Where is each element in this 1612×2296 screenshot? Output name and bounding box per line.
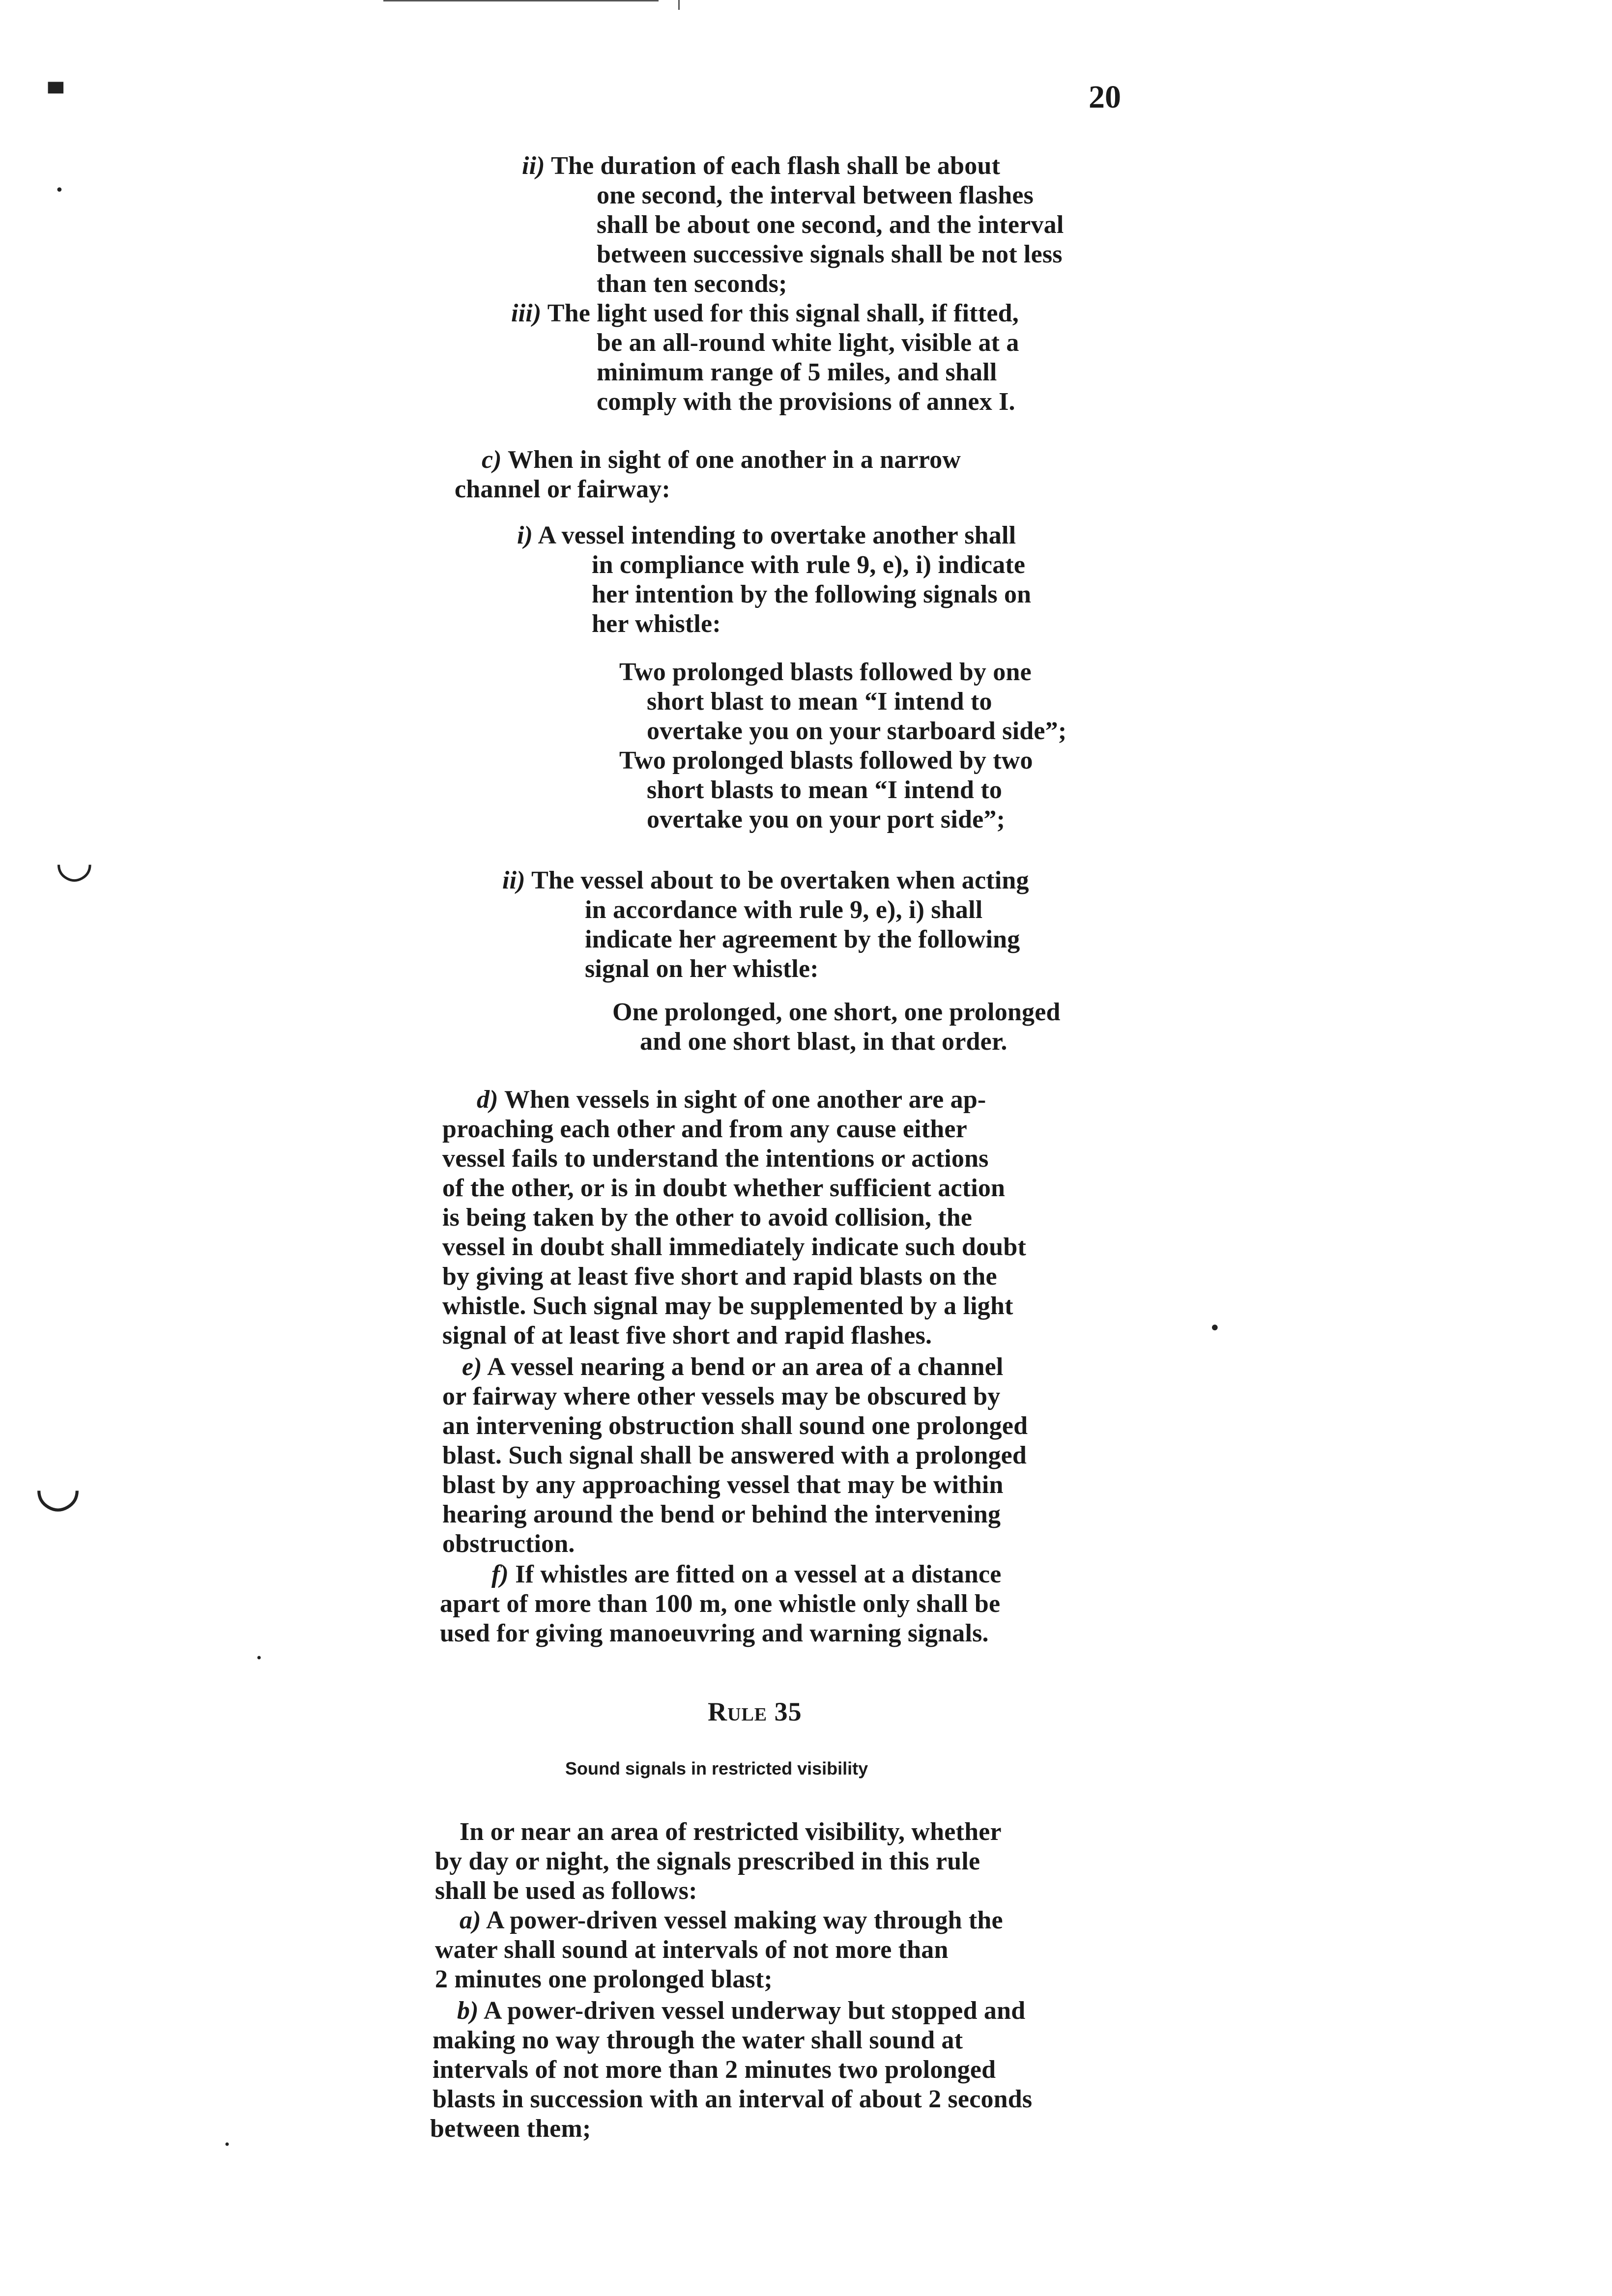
text-line: ii) The vessel about to be overtaken when acting [502,866,1029,894]
text-line: her intention by the following signals on [592,580,1032,608]
scan-dot: • [256,1651,263,1665]
text-line: in accordance with rule 9, e), i) shall [585,896,983,924]
text-line: c) When in sight of one another in a narrow [482,446,961,474]
text-line: of the other, or is in doubt whether sufficient action [442,1174,1006,1202]
text-line: One prolonged, one short, one prolonged [612,998,1061,1026]
text-line: apart of more than 100 m, one whistle only shall be [440,1590,1001,1618]
text-line: In or near an area of restricted visibility, whether [460,1818,1002,1846]
text-line: and one short blast, in that order. [640,1028,1008,1056]
text-line: by giving at least five short and rapid blasts on the [442,1263,997,1291]
scan-mark: • [55,182,64,199]
text-line: or fairway where other vessels may be obscured by [442,1382,1001,1410]
text-line: overtake you on your starboard side”; [647,717,1067,745]
item-label: e) [462,1353,482,1381]
scan-dot: • [1209,1317,1221,1340]
text-line: channel or fairway: [455,475,671,503]
text-line: between successive signals shall be not less [597,240,1063,268]
scan-edge-line [383,0,659,1]
text-line: i) A vessel intending to overtake another shall [517,521,1016,549]
item-label: a) [460,1906,481,1934]
text-line: overtake you on your port side”; [647,805,1006,833]
text-line: shall be about one second, and the interval [597,211,1064,239]
text-line: d) When vessels in sight of one another are ap- [477,1086,986,1114]
rule-heading: Rule 35 [708,1697,802,1726]
item-label: c) [482,446,502,474]
text-line: 2 minutes one prolonged blast; [435,1965,773,1993]
text-line: signal on her whistle: [585,955,819,983]
text-line: blasts in succession with an interval of about 2 seconds [432,2085,1033,2113]
scan-edge-line [678,0,680,10]
text-line: in compliance with rule 9, e), i) indicate [592,551,1026,579]
text-line: is being taken by the other to avoid collision, the [442,1204,973,1232]
item-label: f) [491,1560,509,1588]
rule-subtitle: Sound signals in restricted visibility [565,1758,868,1779]
punch-hole-mark: ◡ [34,1455,82,1518]
text-line: b) A power-driven vessel underway but stopped and [457,1997,1026,2025]
text-line: intervals of not more than 2 minutes two prolonged [432,2056,996,2084]
text-line: be an all-round white light, visible at a [597,329,1019,357]
text-line: comply with the provisions of annex I. [597,388,1015,416]
item-label: i) [517,521,533,549]
text-line: obstruction. [442,1530,575,1558]
text-line: between them; [430,2115,591,2143]
item-label: ii) [502,866,525,894]
text-line: indicate her agreement by the following [585,925,1020,953]
text-line: Two prolonged blasts followed by one [619,658,1032,686]
text-line: a) A power-driven vessel making way through the [460,1906,1003,1934]
text-line: making no way through the water shall sound at [432,2026,963,2054]
text-line: iii) The light used for this signal shall, if fitted, [511,299,1019,327]
text-line: blast. Such signal shall be answered with a prolonged [442,1441,1027,1469]
text-line: proaching each other and from any cause either [442,1115,967,1143]
text-line: an intervening obstruction shall sound one prolonged [442,1412,1028,1440]
text-line: water shall sound at intervals of not more than [435,1936,949,1964]
text-line: hearing around the bend or behind the intervening [442,1500,1001,1528]
text-line: short blast to mean “I intend to [647,688,992,716]
text-line: signal of at least five short and rapid flashes. [442,1321,932,1349]
text-line: one second, the interval between flashes [597,181,1034,209]
punch-hole-mark: ◡ [55,835,94,887]
text-line: Two prolonged blasts followed by two [619,746,1033,775]
scan-mark: ▀ [48,83,63,105]
page-number: 20 [1089,79,1121,115]
text-line: whistle. Such signal may be supplemented by a light [442,1292,1013,1320]
text-line: used for giving manoeuvring and warning signals. [440,1619,989,1647]
text-line: short blasts to mean “I intend to [647,776,1003,804]
text-line: blast by any approaching vessel that may be within [442,1471,1004,1499]
item-label: d) [477,1086,498,1114]
item-label: iii) [511,299,542,327]
text-line: shall be used as follows: [435,1877,697,1905]
text-line: f) If whistles are fitted on a vessel at a distance [491,1560,1002,1588]
text-line: by day or night, the signals prescribed in this rule [435,1847,980,1875]
text-line: vessel in doubt shall immediately indicate such doubt [442,1233,1026,1261]
item-label: ii) [522,152,545,180]
text-line: than ten seconds; [597,270,787,298]
text-line: vessel fails to understand the intentions or actions [442,1145,989,1173]
scan-dot: • [224,2138,231,2152]
text-line: minimum range of 5 miles, and shall [597,358,997,386]
text-line: her whistle: [592,610,721,638]
text-line: ii) The duration of each flash shall be about [522,152,1001,180]
item-label: b) [457,1997,479,2025]
text-line: e) A vessel nearing a bend or an area of a channel [462,1353,1004,1381]
